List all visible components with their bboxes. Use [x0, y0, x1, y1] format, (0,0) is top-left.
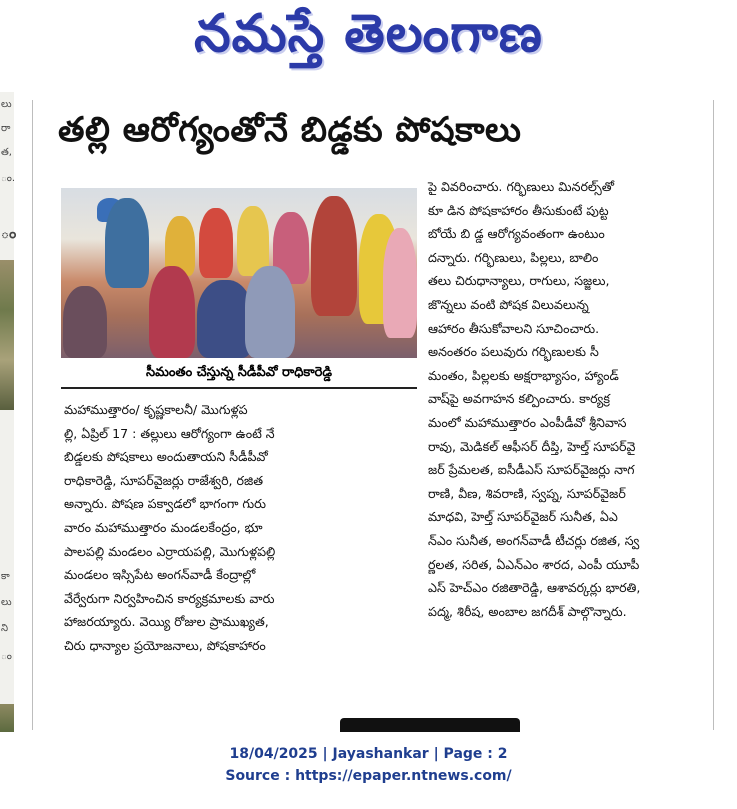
text-line: వారం మహాముత్తారం మండలకేంద్రం, భూ: [64, 519, 263, 535]
strip-fragment: కా: [1, 571, 10, 582]
text-line: జొన్నలు వంటి పోషక విలువలున్న: [428, 296, 589, 312]
text-line: రాధికారెడ్డి, సూపర్‌వైజర్లు రాజేశ్వరి, రజిత: [64, 472, 264, 488]
text-line: అన్నారు. పోషణ పక్వాడలో భాగంగా గురు: [64, 496, 266, 512]
article-column-left: [64, 398, 414, 658]
adjacent-article-strip: [0, 92, 17, 732]
strip-fragment: ం.: [1, 173, 16, 184]
text-line: మహాముత్తారం/ కృష్ణకాలనీ/ మొగుళ్లప: [64, 402, 248, 417]
column-divider: [32, 100, 33, 730]
article-column-right: [428, 175, 700, 623]
person-shape: [105, 198, 149, 288]
source-link[interactable]: Source : https://epaper.ntnews.com/: [225, 768, 512, 784]
newspaper-title: నమస్తే తెలంగాణ: [194, 3, 543, 64]
strip-fragment: రా: [1, 123, 11, 134]
person-shape: [199, 208, 233, 278]
article-photo: [61, 188, 417, 358]
photo-caption: సీమంతం చేస్తున్న సీడీపీవో రాధికారెడ్డి: [61, 361, 417, 389]
text-line: బిడ్డలకు పోషకాలు అందుతాయని సీడీపీవో: [64, 449, 268, 465]
adjacent-photo: [0, 704, 14, 732]
strip-fragment: లు: [1, 597, 12, 608]
text-line: ఎస్ హెచ్ఎం రజితారెడ్డి, ఆశావర్కర్లు భారతి,: [428, 580, 641, 596]
next-headline-cutoff: [340, 704, 560, 730]
text-line: వేర్వేరుగా నిర్వహించిన కార్యక్రమాలకు వారు: [64, 590, 275, 606]
masthead: [0, 0, 737, 80]
text-line: కూ డిన పోషకాహారం తీసుకుంటే పుట్ట: [428, 202, 609, 218]
person-shape: [63, 286, 107, 358]
text-line: రావు, మెడికల్ ఆఫీసర్ దీప్తి, హెల్త్ సూపర్‌వై: [428, 438, 636, 454]
text-line: హాజరయ్యారు. వెయ్యి రోజుల ప్రాముఖ్యత,: [64, 614, 269, 630]
strip-fragment: ని: [1, 623, 9, 634]
text-line: మాధవి, హెల్త్ సూపర్‌వైజర్ సునీత, ఏఎ: [428, 509, 618, 525]
strip-fragment: త,: [1, 147, 12, 158]
text-line: మంలో మహాముత్తారం ఎంపీడీవో శ్రీనివాస: [428, 414, 627, 430]
text-line: ర్ణలత, సరిత, ఏఎన్‌ఎం శారద, ఎంపీ యూపీ: [428, 556, 640, 572]
article-headline: తల్లి ఆరోగ్యంతోనే బిడ్డకు పోషకాలు: [58, 110, 522, 150]
text-line: ఆహారం తీసుకోవాలని సూచించారు.: [428, 320, 600, 336]
text-line: పద్మ, శిరీష, అంబాల జగదీశ్ పాల్గొన్నారు.: [428, 603, 627, 619]
text-line: బోయే బి డ్డ ఆరోగ్యవంతంగా ఉంటుం: [428, 226, 605, 242]
person-shape: [245, 266, 295, 358]
text-line: ల్లి, ఏప్రిల్ 17 : తల్లులు ఆరోగ్యంగా ఉంటే నే: [64, 425, 275, 441]
text-line: పై వివరించారు. గర్భిణులు మినరల్స్‌తో: [428, 179, 614, 194]
text-line: మండలం ఇస్సిపేట అంగన్‌వాడీ కేంద్రాల్లో: [64, 567, 256, 583]
adjacent-photo: [0, 260, 14, 410]
person-shape: [149, 266, 195, 358]
text-line: అనంతరం పలువురు గర్భిణులకు సీ: [428, 344, 599, 360]
text-line: జర్ ప్రేమలత, ఐసీడీఎస్ సూపర్‌వైజర్లు నాగ: [428, 462, 635, 478]
text-line: రాణి, వీణ, శివరాణి, స్వప్న, సూపర్‌వైజర్: [428, 485, 626, 501]
edition-info: 18/04/2025 | Jayashankar | Page : 2: [229, 746, 508, 762]
column-divider: [713, 100, 714, 730]
person-shape: [311, 196, 357, 316]
strip-fragment: ం: [1, 226, 17, 242]
text-line: మంతం, పిల్లలకు అక్షరాభ్యాసం, హ్యాండ్: [428, 367, 619, 383]
text-line: వాష్‌పై అవగాహన కల్పించారు. కార్యక్ర: [428, 391, 610, 407]
person-shape: [383, 228, 417, 338]
strip-fragment: ం: [1, 651, 12, 662]
text-line: దన్నారు. గర్భిణులు, పిల్లలు, బాలిం: [428, 249, 599, 265]
strip-fragment: లు: [1, 99, 12, 110]
page-footer: [0, 732, 737, 809]
text-line: న్ఎం సునీత, అంగన్‌వాడీ టీచర్లు రజిత, స్వ: [428, 532, 640, 548]
text-line: పాలపల్లి మండలం ఎర్రాయపల్లి, మొగుళ్లపల్లి: [64, 543, 276, 559]
text-line: తలు చిరుధాన్యాలు, రాగులు, సజ్జలు,: [428, 273, 610, 289]
text-line: చిరు ధాన్యాల ప్రయోజనాలు, పోషకాహారం: [64, 637, 266, 653]
